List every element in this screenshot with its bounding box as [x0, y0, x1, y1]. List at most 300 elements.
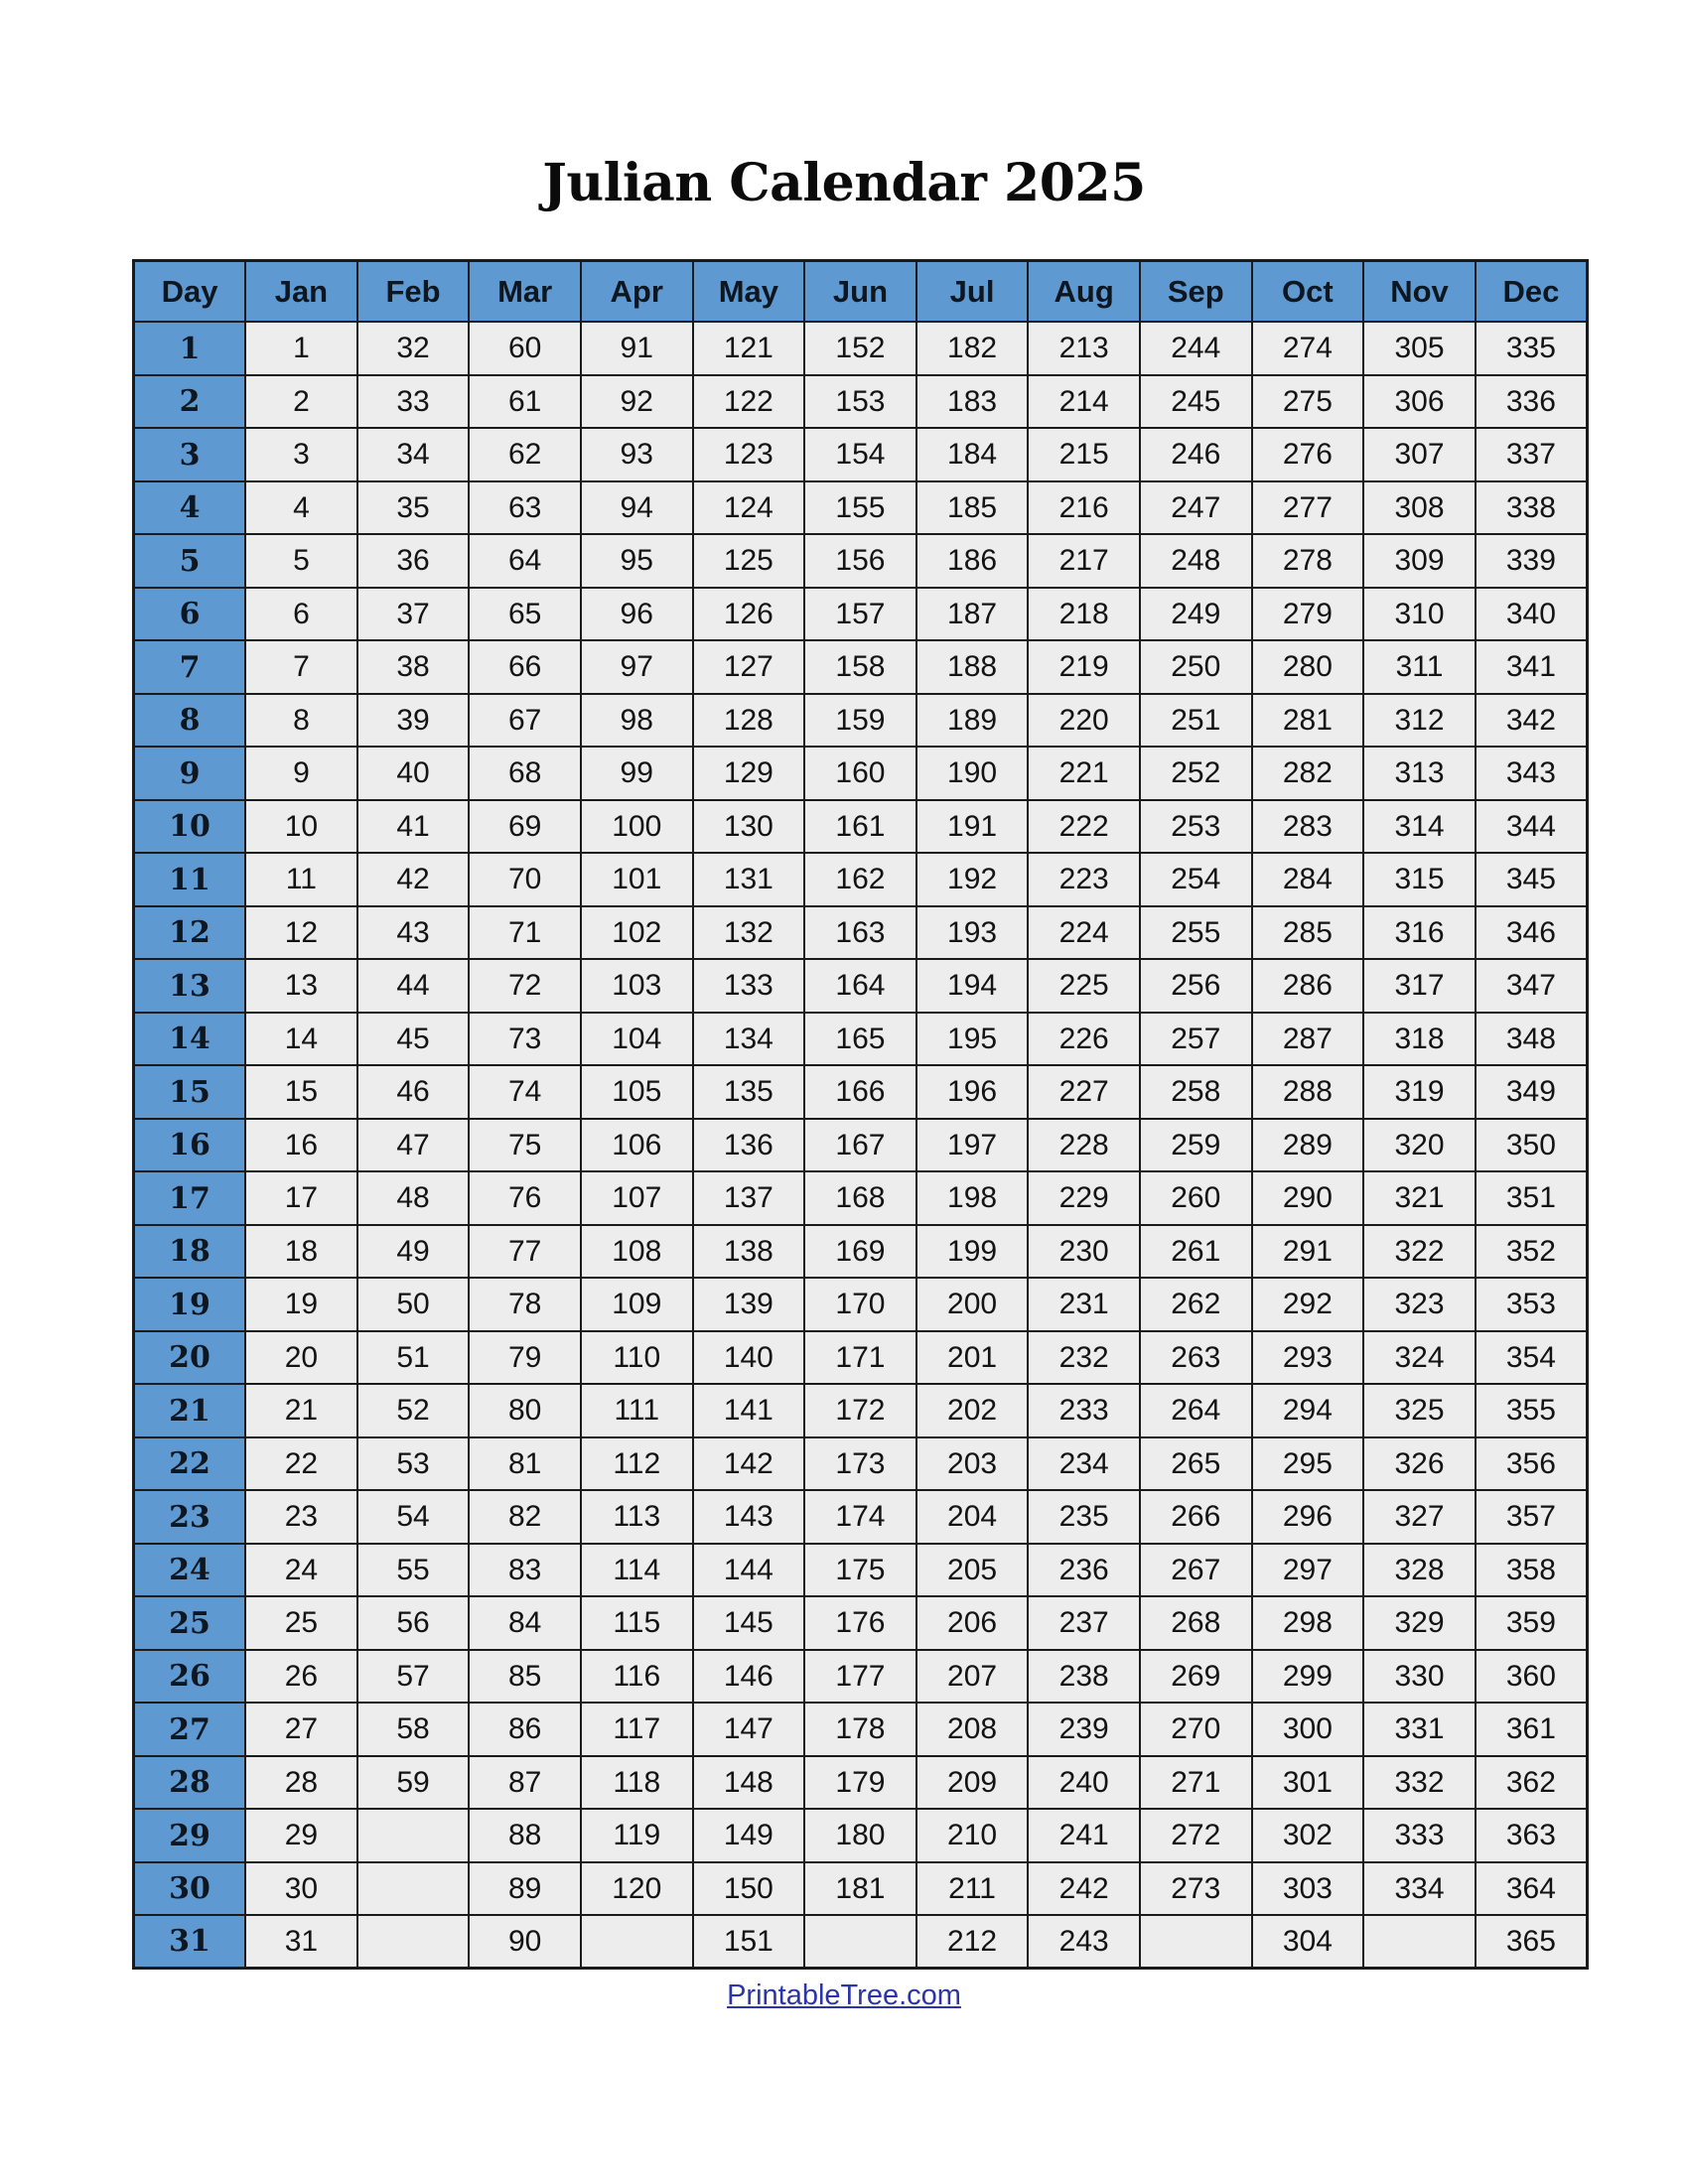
table-row: [134, 747, 1588, 800]
julian-day-cell: 113: [581, 1490, 693, 1544]
julian-day-cell: 32: [357, 322, 470, 375]
julian-day-cell: 337: [1476, 428, 1588, 481]
julian-day-cell: 148: [693, 1756, 805, 1810]
julian-day-cell: 138: [693, 1225, 805, 1279]
julian-day-cell: 167: [804, 1119, 916, 1172]
julian-day-cell: 5: [245, 534, 357, 588]
julian-day-cell: 227: [1028, 1065, 1140, 1119]
julian-day-cell: 274: [1252, 322, 1364, 375]
calendar-header: [134, 260, 1588, 322]
julian-day-cell: 14: [245, 1013, 357, 1066]
julian-day-cell: 45: [357, 1013, 470, 1066]
julian-day-cell: 95: [581, 534, 693, 588]
julian-day-cell: 98: [581, 694, 693, 748]
julian-day-cell: 182: [916, 322, 1029, 375]
column-header-apr: Apr: [581, 260, 693, 322]
column-header-jan: Jan: [245, 260, 357, 322]
julian-day-cell: 101: [581, 853, 693, 906]
julian-day-cell: 93: [581, 428, 693, 481]
column-header-may: May: [693, 260, 805, 322]
julian-day-cell: 272: [1140, 1809, 1252, 1862]
printabletree-link[interactable]: PrintableTree.com: [727, 1979, 961, 2012]
table-row: [134, 428, 1588, 481]
julian-day-cell: 226: [1028, 1013, 1140, 1066]
julian-day-cell: 261: [1140, 1225, 1252, 1279]
julian-day-cell: 286: [1252, 959, 1364, 1013]
table-row: [134, 1437, 1588, 1491]
day-number-cell: 20: [134, 1331, 246, 1385]
julian-day-cell: 202: [916, 1384, 1029, 1437]
julian-day-cell: 254: [1140, 853, 1252, 906]
julian-day-cell: 141: [693, 1384, 805, 1437]
table-row: [134, 853, 1588, 906]
julian-day-cell: 69: [469, 800, 581, 854]
julian-day-cell: 338: [1476, 481, 1588, 535]
julian-day-cell: 51: [357, 1331, 470, 1385]
julian-day-cell: 157: [804, 588, 916, 641]
julian-day-cell: 150: [693, 1862, 805, 1916]
julian-day-cell: 316: [1363, 906, 1476, 960]
julian-day-cell: 252: [1140, 747, 1252, 800]
julian-day-cell: 181: [804, 1862, 916, 1916]
julian-day-cell: 21: [245, 1384, 357, 1437]
julian-day-cell: 330: [1363, 1650, 1476, 1704]
julian-day-cell: 143: [693, 1490, 805, 1544]
julian-day-cell: 187: [916, 588, 1029, 641]
julian-day-cell: [804, 1915, 916, 1969]
table-row: [134, 1650, 1588, 1704]
julian-day-cell: 282: [1252, 747, 1364, 800]
julian-day-cell: 238: [1028, 1650, 1140, 1704]
julian-day-cell: 311: [1363, 640, 1476, 694]
julian-day-cell: 160: [804, 747, 916, 800]
julian-day-cell: 10: [245, 800, 357, 854]
julian-day-cell: 327: [1363, 1490, 1476, 1544]
column-header-sep: Sep: [1140, 260, 1252, 322]
julian-day-cell: 277: [1252, 481, 1364, 535]
julian-day-cell: 251: [1140, 694, 1252, 748]
julian-day-cell: 174: [804, 1490, 916, 1544]
column-header-dec: Dec: [1476, 260, 1588, 322]
table-row: [134, 1171, 1588, 1225]
julian-day-cell: 350: [1476, 1119, 1588, 1172]
julian-day-cell: 71: [469, 906, 581, 960]
julian-day-cell: 164: [804, 959, 916, 1013]
julian-day-cell: 244: [1140, 322, 1252, 375]
day-number-cell: 21: [134, 1384, 246, 1437]
julian-day-cell: 125: [693, 534, 805, 588]
julian-day-cell: 37: [357, 588, 470, 641]
julian-day-cell: 74: [469, 1065, 581, 1119]
julian-day-cell: 296: [1252, 1490, 1364, 1544]
julian-day-cell: 109: [581, 1278, 693, 1331]
julian-day-cell: 100: [581, 800, 693, 854]
day-number-cell: 14: [134, 1013, 246, 1066]
julian-day-cell: 72: [469, 959, 581, 1013]
julian-day-cell: 243: [1028, 1915, 1140, 1969]
julian-day-cell: 199: [916, 1225, 1029, 1279]
day-number-cell: 16: [134, 1119, 246, 1172]
julian-day-cell: 287: [1252, 1013, 1364, 1066]
julian-day-cell: 363: [1476, 1809, 1588, 1862]
julian-day-cell: 104: [581, 1013, 693, 1066]
julian-day-cell: 166: [804, 1065, 916, 1119]
julian-day-cell: 358: [1476, 1544, 1588, 1597]
julian-day-cell: 355: [1476, 1384, 1588, 1437]
julian-day-cell: 156: [804, 534, 916, 588]
julian-day-cell: 34: [357, 428, 470, 481]
julian-day-cell: 94: [581, 481, 693, 535]
table-row: [134, 1490, 1588, 1544]
julian-day-cell: 124: [693, 481, 805, 535]
julian-day-cell: 294: [1252, 1384, 1364, 1437]
julian-day-cell: 20: [245, 1331, 357, 1385]
julian-day-cell: 30: [245, 1862, 357, 1916]
julian-day-cell: 353: [1476, 1278, 1588, 1331]
julian-day-cell: 279: [1252, 588, 1364, 641]
julian-day-cell: 348: [1476, 1013, 1588, 1066]
julian-day-cell: 319: [1363, 1065, 1476, 1119]
julian-day-cell: 154: [804, 428, 916, 481]
julian-day-cell: 13: [245, 959, 357, 1013]
julian-day-cell: 44: [357, 959, 470, 1013]
table-row: [134, 959, 1588, 1013]
column-header-jul: Jul: [916, 260, 1029, 322]
julian-day-cell: 53: [357, 1437, 470, 1491]
day-number-cell: 22: [134, 1437, 246, 1491]
julian-day-cell: 110: [581, 1331, 693, 1385]
julian-day-cell: 118: [581, 1756, 693, 1810]
column-header-day: Day: [134, 260, 246, 322]
julian-day-cell: 177: [804, 1650, 916, 1704]
julian-day-cell: 359: [1476, 1596, 1588, 1650]
julian-day-cell: 320: [1363, 1119, 1476, 1172]
julian-day-cell: 115: [581, 1596, 693, 1650]
julian-day-cell: 289: [1252, 1119, 1364, 1172]
julian-day-cell: 63: [469, 481, 581, 535]
julian-day-cell: 31: [245, 1915, 357, 1969]
julian-day-cell: 304: [1252, 1915, 1364, 1969]
julian-day-cell: 96: [581, 588, 693, 641]
julian-day-cell: 142: [693, 1437, 805, 1491]
julian-day-cell: 165: [804, 1013, 916, 1066]
julian-day-cell: 68: [469, 747, 581, 800]
julian-day-cell: 231: [1028, 1278, 1140, 1331]
julian-day-cell: 297: [1252, 1544, 1364, 1597]
julian-day-cell: 232: [1028, 1331, 1140, 1385]
day-number-cell: 29: [134, 1809, 246, 1862]
julian-day-cell: 108: [581, 1225, 693, 1279]
julian-day-cell: 321: [1363, 1171, 1476, 1225]
julian-day-cell: 128: [693, 694, 805, 748]
julian-calendar-table: [132, 259, 1589, 1971]
julian-day-cell: 214: [1028, 375, 1140, 429]
julian-day-cell: 312: [1363, 694, 1476, 748]
julian-day-cell: 262: [1140, 1278, 1252, 1331]
julian-day-cell: [581, 1915, 693, 1969]
julian-day-cell: 38: [357, 640, 470, 694]
julian-day-cell: 180: [804, 1809, 916, 1862]
table-row: [134, 906, 1588, 960]
julian-day-cell: 171: [804, 1331, 916, 1385]
table-row: [134, 1013, 1588, 1066]
julian-day-cell: 149: [693, 1809, 805, 1862]
julian-day-cell: 197: [916, 1119, 1029, 1172]
julian-day-cell: 309: [1363, 534, 1476, 588]
table-row: [134, 800, 1588, 854]
julian-day-cell: 284: [1252, 853, 1364, 906]
day-number-cell: 4: [134, 481, 246, 535]
julian-day-cell: 200: [916, 1278, 1029, 1331]
julian-day-cell: 175: [804, 1544, 916, 1597]
day-number-cell: 2: [134, 375, 246, 429]
julian-day-cell: 35: [357, 481, 470, 535]
julian-day-cell: 189: [916, 694, 1029, 748]
julian-day-cell: 83: [469, 1544, 581, 1597]
julian-day-cell: 168: [804, 1171, 916, 1225]
day-number-cell: 6: [134, 588, 246, 641]
julian-day-cell: 28: [245, 1756, 357, 1810]
julian-day-cell: 90: [469, 1915, 581, 1969]
julian-day-cell: [357, 1862, 470, 1916]
julian-day-cell: 240: [1028, 1756, 1140, 1810]
julian-day-cell: 41: [357, 800, 470, 854]
julian-day-cell: 161: [804, 800, 916, 854]
julian-day-cell: 340: [1476, 588, 1588, 641]
julian-day-cell: 293: [1252, 1331, 1364, 1385]
julian-day-cell: 19: [245, 1278, 357, 1331]
julian-day-cell: 120: [581, 1862, 693, 1916]
day-number-cell: 9: [134, 747, 246, 800]
julian-day-cell: 178: [804, 1703, 916, 1756]
julian-day-cell: 285: [1252, 906, 1364, 960]
day-number-cell: 30: [134, 1862, 246, 1916]
julian-day-cell: 1: [245, 322, 357, 375]
julian-day-cell: 208: [916, 1703, 1029, 1756]
julian-day-cell: 354: [1476, 1331, 1588, 1385]
julian-day-cell: 7: [245, 640, 357, 694]
julian-day-cell: 146: [693, 1650, 805, 1704]
julian-day-cell: 207: [916, 1650, 1029, 1704]
julian-day-cell: 22: [245, 1437, 357, 1491]
table-row: [134, 1384, 1588, 1437]
julian-day-cell: 259: [1140, 1119, 1252, 1172]
julian-day-cell: 15: [245, 1065, 357, 1119]
julian-day-cell: 54: [357, 1490, 470, 1544]
julian-day-cell: 203: [916, 1437, 1029, 1491]
julian-day-cell: 280: [1252, 640, 1364, 694]
julian-day-cell: 325: [1363, 1384, 1476, 1437]
julian-day-cell: 222: [1028, 800, 1140, 854]
table-row: [134, 1225, 1588, 1279]
julian-day-cell: 198: [916, 1171, 1029, 1225]
julian-day-cell: 219: [1028, 640, 1140, 694]
julian-day-cell: 60: [469, 322, 581, 375]
julian-day-cell: 173: [804, 1437, 916, 1491]
julian-day-cell: 61: [469, 375, 581, 429]
julian-day-cell: 257: [1140, 1013, 1252, 1066]
julian-day-cell: 205: [916, 1544, 1029, 1597]
julian-day-cell: 223: [1028, 853, 1140, 906]
day-number-cell: 1: [134, 322, 246, 375]
julian-day-cell: 211: [916, 1862, 1029, 1916]
julian-day-cell: 271: [1140, 1756, 1252, 1810]
julian-day-cell: 246: [1140, 428, 1252, 481]
julian-day-cell: 191: [916, 800, 1029, 854]
table-row: [134, 1862, 1588, 1916]
julian-day-cell: 332: [1363, 1756, 1476, 1810]
julian-day-cell: 364: [1476, 1862, 1588, 1916]
julian-day-cell: 36: [357, 534, 470, 588]
julian-day-cell: 216: [1028, 481, 1140, 535]
column-header-feb: Feb: [357, 260, 470, 322]
julian-day-cell: 194: [916, 959, 1029, 1013]
julian-day-cell: 333: [1363, 1809, 1476, 1862]
julian-day-cell: 114: [581, 1544, 693, 1597]
julian-day-cell: 237: [1028, 1596, 1140, 1650]
julian-day-cell: 236: [1028, 1544, 1140, 1597]
day-number-cell: 5: [134, 534, 246, 588]
day-number-cell: 19: [134, 1278, 246, 1331]
julian-day-cell: 249: [1140, 588, 1252, 641]
julian-day-cell: 18: [245, 1225, 357, 1279]
julian-day-cell: 292: [1252, 1278, 1364, 1331]
julian-day-cell: 39: [357, 694, 470, 748]
julian-day-cell: 27: [245, 1703, 357, 1756]
julian-day-cell: 153: [804, 375, 916, 429]
julian-day-cell: 288: [1252, 1065, 1364, 1119]
julian-day-cell: 135: [693, 1065, 805, 1119]
julian-day-cell: 193: [916, 906, 1029, 960]
julian-day-cell: 91: [581, 322, 693, 375]
table-row: [134, 1703, 1588, 1756]
julian-day-cell: 239: [1028, 1703, 1140, 1756]
julian-day-cell: 121: [693, 322, 805, 375]
julian-day-cell: 346: [1476, 906, 1588, 960]
julian-day-cell: 139: [693, 1278, 805, 1331]
julian-day-cell: 210: [916, 1809, 1029, 1862]
column-header-oct: Oct: [1252, 260, 1364, 322]
julian-day-cell: 92: [581, 375, 693, 429]
day-number-cell: 7: [134, 640, 246, 694]
julian-day-cell: 269: [1140, 1650, 1252, 1704]
julian-day-cell: 352: [1476, 1225, 1588, 1279]
julian-day-cell: 314: [1363, 800, 1476, 854]
julian-day-cell: 136: [693, 1119, 805, 1172]
table-row: [134, 1915, 1588, 1969]
julian-day-cell: 295: [1252, 1437, 1364, 1491]
julian-day-cell: 260: [1140, 1171, 1252, 1225]
julian-day-cell: 151: [693, 1915, 805, 1969]
julian-day-cell: 50: [357, 1278, 470, 1331]
julian-day-cell: 43: [357, 906, 470, 960]
julian-day-cell: 46: [357, 1065, 470, 1119]
julian-day-cell: 188: [916, 640, 1029, 694]
julian-day-cell: 84: [469, 1596, 581, 1650]
julian-day-cell: 307: [1363, 428, 1476, 481]
julian-day-cell: 336: [1476, 375, 1588, 429]
julian-day-cell: 172: [804, 1384, 916, 1437]
julian-day-cell: 111: [581, 1384, 693, 1437]
julian-day-cell: 331: [1363, 1703, 1476, 1756]
julian-day-cell: 281: [1252, 694, 1364, 748]
julian-day-cell: 73: [469, 1013, 581, 1066]
julian-day-cell: 58: [357, 1703, 470, 1756]
julian-day-cell: 9: [245, 747, 357, 800]
calendar-header-row: [134, 260, 1588, 322]
julian-day-cell: 349: [1476, 1065, 1588, 1119]
julian-day-cell: 343: [1476, 747, 1588, 800]
julian-day-cell: 228: [1028, 1119, 1140, 1172]
julian-day-cell: 273: [1140, 1862, 1252, 1916]
julian-day-cell: 76: [469, 1171, 581, 1225]
julian-day-cell: 12: [245, 906, 357, 960]
julian-day-cell: 123: [693, 428, 805, 481]
julian-day-cell: 266: [1140, 1490, 1252, 1544]
julian-day-cell: 129: [693, 747, 805, 800]
julian-day-cell: 112: [581, 1437, 693, 1491]
julian-day-cell: 145: [693, 1596, 805, 1650]
julian-day-cell: 303: [1252, 1862, 1364, 1916]
day-number-cell: 12: [134, 906, 246, 960]
table-row: [134, 1544, 1588, 1597]
julian-day-cell: 241: [1028, 1809, 1140, 1862]
julian-day-cell: 299: [1252, 1650, 1364, 1704]
day-number-cell: 17: [134, 1171, 246, 1225]
julian-day-cell: 81: [469, 1437, 581, 1491]
julian-day-cell: 82: [469, 1490, 581, 1544]
julian-day-cell: 70: [469, 853, 581, 906]
table-row: [134, 640, 1588, 694]
julian-day-cell: 339: [1476, 534, 1588, 588]
julian-day-cell: 107: [581, 1171, 693, 1225]
column-header-aug: Aug: [1028, 260, 1140, 322]
julian-day-cell: 131: [693, 853, 805, 906]
calendar-body: [134, 322, 1588, 1969]
julian-day-cell: 242: [1028, 1862, 1140, 1916]
julian-day-cell: 49: [357, 1225, 470, 1279]
julian-day-cell: 17: [245, 1171, 357, 1225]
julian-day-cell: 25: [245, 1596, 357, 1650]
julian-day-cell: 158: [804, 640, 916, 694]
table-row: [134, 1756, 1588, 1810]
julian-day-cell: 117: [581, 1703, 693, 1756]
column-header-mar: Mar: [469, 260, 581, 322]
day-number-cell: 25: [134, 1596, 246, 1650]
julian-day-cell: 8: [245, 694, 357, 748]
julian-day-cell: 48: [357, 1171, 470, 1225]
julian-day-cell: 229: [1028, 1171, 1140, 1225]
julian-day-cell: 310: [1363, 588, 1476, 641]
julian-day-cell: 342: [1476, 694, 1588, 748]
julian-day-cell: 250: [1140, 640, 1252, 694]
julian-day-cell: 347: [1476, 959, 1588, 1013]
julian-day-cell: 79: [469, 1331, 581, 1385]
julian-day-cell: 66: [469, 640, 581, 694]
julian-day-cell: 344: [1476, 800, 1588, 854]
table-row: [134, 1809, 1588, 1862]
julian-day-cell: 26: [245, 1650, 357, 1704]
julian-day-cell: [1363, 1915, 1476, 1969]
day-number-cell: 10: [134, 800, 246, 854]
julian-day-cell: 218: [1028, 588, 1140, 641]
julian-day-cell: 221: [1028, 747, 1140, 800]
julian-day-cell: 42: [357, 853, 470, 906]
day-number-cell: 18: [134, 1225, 246, 1279]
julian-day-cell: 47: [357, 1119, 470, 1172]
julian-day-cell: 116: [581, 1650, 693, 1704]
julian-day-cell: [357, 1809, 470, 1862]
